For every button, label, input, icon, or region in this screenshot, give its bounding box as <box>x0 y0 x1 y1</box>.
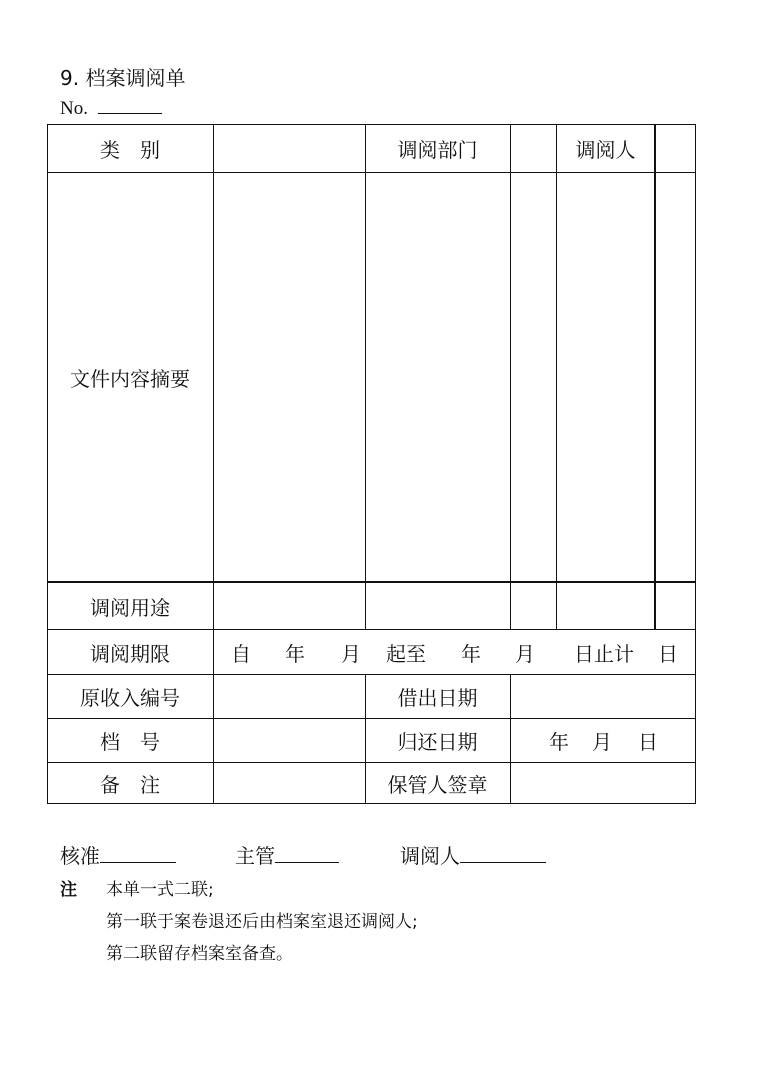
summary-field[interactable] <box>214 173 695 581</box>
purpose-label: 调阅用途 <box>90 595 170 620</box>
supervisor-field[interactable] <box>275 842 339 863</box>
note-text-3: 第二联留存档案室备查。 <box>106 944 293 964</box>
reader-label: 调阅人 <box>400 844 460 868</box>
dept-label: 调阅部门 <box>397 137 478 162</box>
return-day: 日 <box>638 730 658 754</box>
reader-field[interactable] <box>460 842 546 863</box>
approve-sign <box>60 840 176 869</box>
borrow-date-field[interactable] <box>511 675 695 718</box>
period-zi: 自 <box>231 641 251 666</box>
category-field[interactable] <box>214 124 365 172</box>
archive-request-form <box>47 124 696 804</box>
form-number-label: No. <box>60 98 88 119</box>
approve-field[interactable] <box>100 842 176 863</box>
note-line-1 <box>60 874 418 906</box>
reader-sign <box>400 840 546 869</box>
return-month: 月 <box>592 730 612 754</box>
note-text-2: 第一联于案卷退还后由档案室退还调阅人; <box>106 912 418 932</box>
border-right <box>695 124 696 804</box>
category-label: 类 别 <box>100 137 160 162</box>
supervisor-sign <box>235 840 339 869</box>
orig-no-field[interactable] <box>214 675 365 718</box>
purpose-field[interactable] <box>214 583 695 629</box>
summary-label: 文件内容摘要 <box>70 366 190 391</box>
remark-label: 备 注 <box>100 772 160 797</box>
approve-label: 核准 <box>60 844 100 868</box>
period-year-1: 年 <box>285 641 305 666</box>
remark-field[interactable] <box>214 763 365 803</box>
period-month-2: 月 <box>515 641 535 666</box>
period-ri: 日 <box>658 641 678 666</box>
form-number-field[interactable] <box>98 97 162 114</box>
notes <box>60 874 418 970</box>
person-field[interactable] <box>656 124 695 172</box>
return-date-label: 归还日期 <box>397 730 478 754</box>
form-number <box>60 97 162 120</box>
borrow-date-label: 借出日期 <box>397 686 478 710</box>
note-label: 注 <box>60 880 77 900</box>
note-text-1: 本单一式二联; <box>106 880 214 900</box>
page-title: 9. 档案调阅单 <box>60 66 186 90</box>
file-no-label: 档 号 <box>100 730 160 754</box>
period-rizhiji: 日止计 <box>574 641 634 666</box>
custodian-label: 保管人签章 <box>387 772 488 797</box>
period-year-2: 年 <box>461 641 481 666</box>
return-year: 年 <box>549 730 569 754</box>
period-label: 调阅期限 <box>90 641 170 666</box>
person-label: 调阅人 <box>575 137 636 162</box>
custodian-field[interactable] <box>511 763 695 803</box>
period-month-1: 月 <box>341 641 361 666</box>
orig-no-label: 原收入编号 <box>80 686 180 710</box>
border-bottom <box>47 803 696 804</box>
period-qizhi: 起至 <box>386 641 426 666</box>
dept-field[interactable] <box>511 124 556 172</box>
supervisor-label: 主管 <box>235 844 275 868</box>
file-no-field[interactable] <box>214 719 365 762</box>
